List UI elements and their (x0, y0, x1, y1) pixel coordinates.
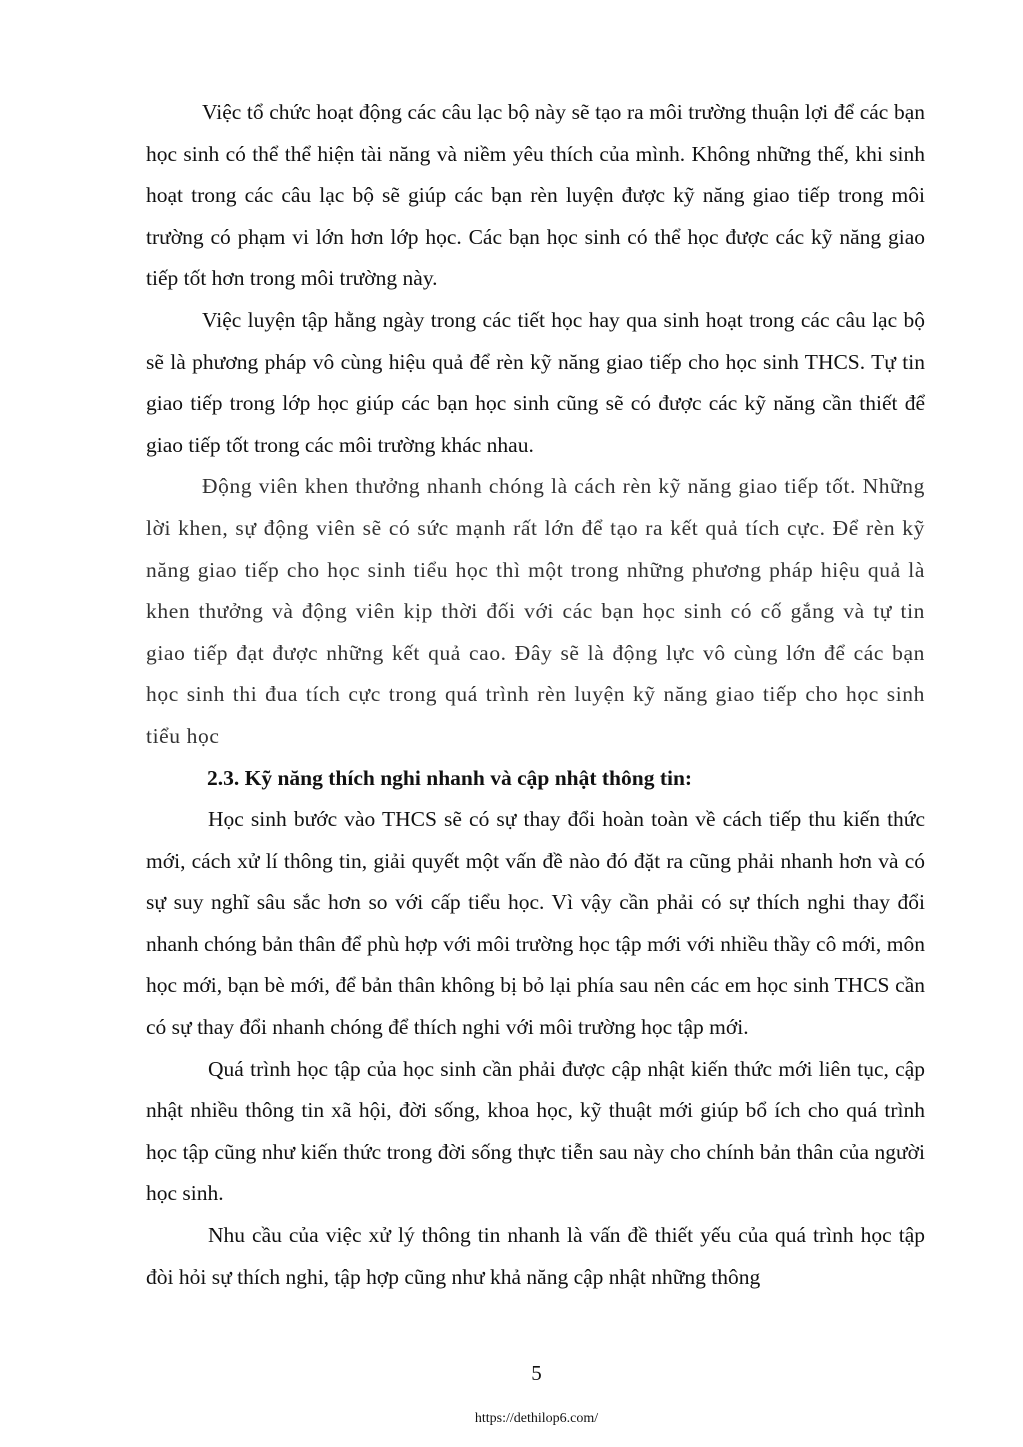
paragraph-learning-process: Quá trình học tập của học sinh cần phải được cập nhật kiến thức mới liên tục, cập nhật nhiều thông tin xã hội, đời sống, khoa học, kỹ thuật mới giúp bổ ích cho quá trình học tập cũng như kiến thức trong đời sống thực tiễn sau này cho chính bản thân của người học sinh. (146, 1056, 925, 1206)
paragraph-information-needs: Nhu cầu của việc xử lý thông tin nhanh là vấn đề thiết yếu của quá trình học tập đòi hỏi sự thích nghi, tập hợp cũng như khả năng cập nhật những thông (146, 1223, 925, 1289)
page-body (146, 92, 925, 1298)
footer-url[interactable]: https://dethilop6.com/ (474, 1411, 599, 1426)
paragraph-clubs: Việc tổ chức hoạt động các câu lạc bộ này sẽ tạo ra môi trường thuận lợi để các bạn học sinh có thể thể hiện tài năng và niềm yêu thích của mình. Không những thế, khi sinh hoạt trong các câu lạc bộ sẽ giúp các bạn rèn luyện được kỹ năng giao tiếp trong môi trường có phạm vi lớn hơn lớp học. Các bạn học sinh có thể học được các kỹ năng giao tiếp tốt hơn trong môi trường này. (146, 100, 925, 291)
paragraph-encouragement: Động viên khen thưởng nhanh chóng là cách rèn kỹ năng giao tiếp tốt. Những lời khen, sự động viên sẽ có sức mạnh rất lớn để tạo ra kết quả tích cực. Để rèn kỹ năng giao tiếp cho học sinh tiểu học thì một trong những phương pháp hiệu quả là khen thưởng và động viên kịp thời đối với các bạn học sinh có cố gắng và tự tin giao tiếp đạt được những kết quả cao. Đây sẽ là động lực vô cùng lớn để các bạn học sinh thi đua tích cực trong quá trình rèn luyện kỹ năng giao tiếp cho học sinh tiểu học (146, 474, 925, 748)
paragraph-daily-practice: Việc luyện tập hằng ngày trong các tiết học hay qua sinh hoạt trong các câu lạc bộ sẽ là phương pháp vô cùng hiệu quả để rèn kỹ năng giao tiếp cho học sinh THCS. Tự tin giao tiếp trong lớp học giúp các bạn học sinh cũng sẽ có được các kỹ năng cần thiết để giao tiếp tốt trong các môi trường khác nhau. (146, 307, 925, 457)
paragraph-adaptation: Học sinh bước vào THCS sẽ có sự thay đổi hoàn toàn về cách tiếp thu kiến thức mới, cách xử lí thông tin, giải quyết một vấn đề nào đó đặt ra cũng phải nhanh hơn và có sự suy nghĩ sâu sắc hơn so với cấp tiểu học. Vì vậy cần phải có sự thích nghi thay đổi nhanh chóng bản thân để phù hợp với môi trường học tập mới với nhiều thầy cô mới, môn học mới, bạn bè mới, để bản thân không bị bỏ lại phía sau nên các em học sinh THCS cần có sự thay đổi nhanh chóng để thích nghi với môi trường học tập mới. (146, 807, 925, 1040)
section-heading: 2.3. Kỹ năng thích nghi nhanh và cập nhật thông tin: (207, 765, 693, 790)
page-number: 5 (531, 1361, 542, 1385)
